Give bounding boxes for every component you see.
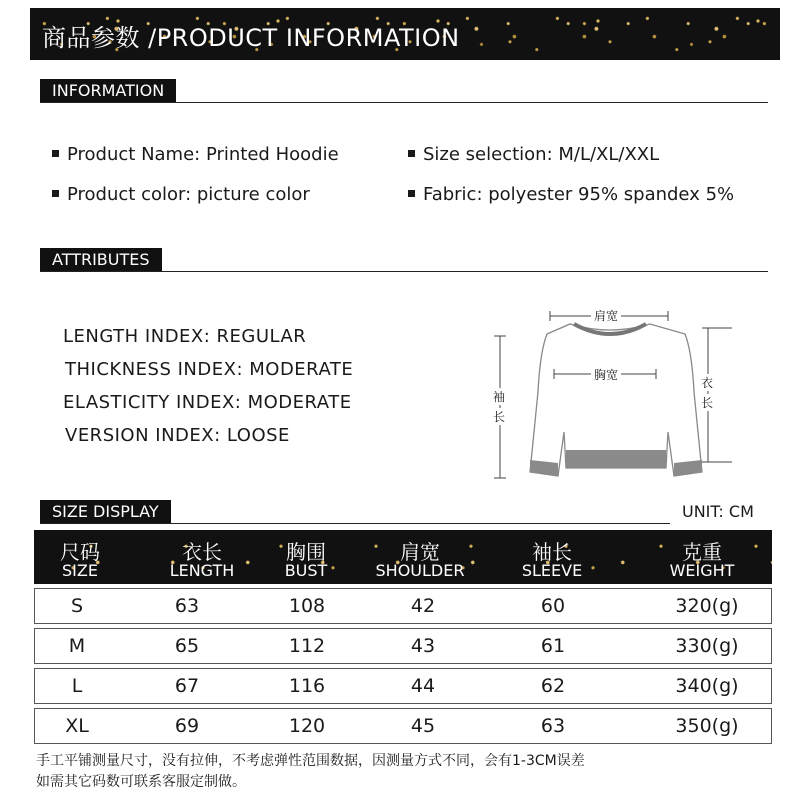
table-row [34, 708, 772, 744]
cell-weight: 330(g) [675, 635, 739, 657]
length-label-bottom: 长 [701, 396, 714, 410]
custom-size-note: 如需其它码数可联系客服定制做。 [36, 774, 246, 790]
measurement-note: 手工平铺测量尺寸，没有拉伸，不考虑弹性范围数据，因测量方式不同，会有1-3CM误差 [36, 753, 585, 769]
bullet-icon [408, 150, 415, 157]
col-sleeve-en: SLEEVE [521, 561, 583, 580]
cell-sleeve: 62 [540, 675, 566, 697]
chest-label: 胸宽 [591, 366, 621, 383]
info-product-name: Product Name: Printed Hoodie [52, 144, 339, 165]
cell-length: 69 [174, 715, 200, 737]
cell-weight: 350(g) [675, 715, 739, 737]
cell-size: L [71, 675, 83, 697]
attributes-divider [40, 271, 768, 272]
cell-weight: 320(g) [675, 595, 739, 617]
cell-length: 65 [174, 635, 200, 657]
sleeve-label-top: 袖 [493, 390, 506, 404]
cell-shoulder: 44 [410, 675, 436, 697]
info-size-selection: Size selection: M/L/XL/XXL [408, 144, 659, 165]
page-title: 商品参数 /PRODUCT INFORMATION [42, 24, 460, 52]
sweater-hem [566, 450, 666, 468]
cell-sleeve: 60 [540, 595, 566, 617]
size-display-divider [40, 523, 670, 524]
cell-size: M [68, 635, 86, 657]
cell-bust: 108 [288, 595, 326, 617]
col-length-cn: 衣长 [182, 540, 222, 564]
col-shoulder-en: SHOULDER [375, 561, 465, 580]
col-size-en: SIZE [62, 561, 98, 580]
cell-size: S [70, 595, 84, 617]
bullet-icon [52, 150, 59, 157]
table-row [34, 588, 772, 624]
col-weight-en: WEIGHT [669, 561, 735, 580]
cell-shoulder: 45 [410, 715, 436, 737]
size-display-header: SIZE DISPLAY [40, 500, 171, 524]
sleeve-label-bottom: 长 [493, 410, 506, 424]
cell-size: XL [65, 715, 89, 737]
attr-elasticity-index: ELASTICITY INDEX: MODERATE [63, 392, 352, 413]
bullet-icon [408, 190, 415, 197]
col-bust-cn: 胸围 [286, 540, 326, 564]
cell-shoulder: 42 [410, 595, 436, 617]
info-product-color: Product color: picture color [52, 184, 310, 205]
table-row [34, 668, 772, 704]
information-header: INFORMATION [40, 79, 176, 103]
col-length-en: LENGTH [169, 561, 235, 580]
col-size-cn: 尺码 [60, 540, 100, 564]
cell-weight: 340(g) [675, 675, 739, 697]
col-bust-en: BUST [284, 561, 328, 580]
bullet-icon [52, 190, 59, 197]
col-sleeve-cn: 袖长 [532, 540, 572, 564]
attributes-header: ATTRIBUTES [40, 248, 162, 272]
cell-length: 67 [174, 675, 200, 697]
cell-sleeve: 61 [540, 635, 566, 657]
information-divider [40, 102, 768, 103]
unit-label: UNIT: CM [682, 502, 754, 521]
cell-shoulder: 43 [410, 635, 436, 657]
cell-bust: 116 [288, 675, 326, 697]
length-label-top: 衣 [701, 376, 714, 390]
shoulder-label: 肩宽 [591, 307, 621, 324]
info-fabric: Fabric: polyester 95% spandex 5% [408, 184, 734, 205]
col-shoulder-cn: 肩宽 [400, 540, 440, 564]
cell-bust: 120 [288, 715, 326, 737]
size-table-header [34, 530, 772, 584]
col-weight-cn: 克重 [682, 540, 722, 564]
attr-version-index: VERSION INDEX: LOOSE [65, 425, 290, 446]
cell-length: 63 [174, 595, 200, 617]
attr-thickness-index: THICKNESS INDEX: MODERATE [65, 359, 354, 380]
cell-sleeve: 63 [540, 715, 566, 737]
table-row [34, 628, 772, 664]
attr-length-index: LENGTH INDEX: REGULAR [63, 326, 307, 347]
cell-bust: 112 [288, 635, 326, 657]
title-banner [30, 8, 780, 60]
